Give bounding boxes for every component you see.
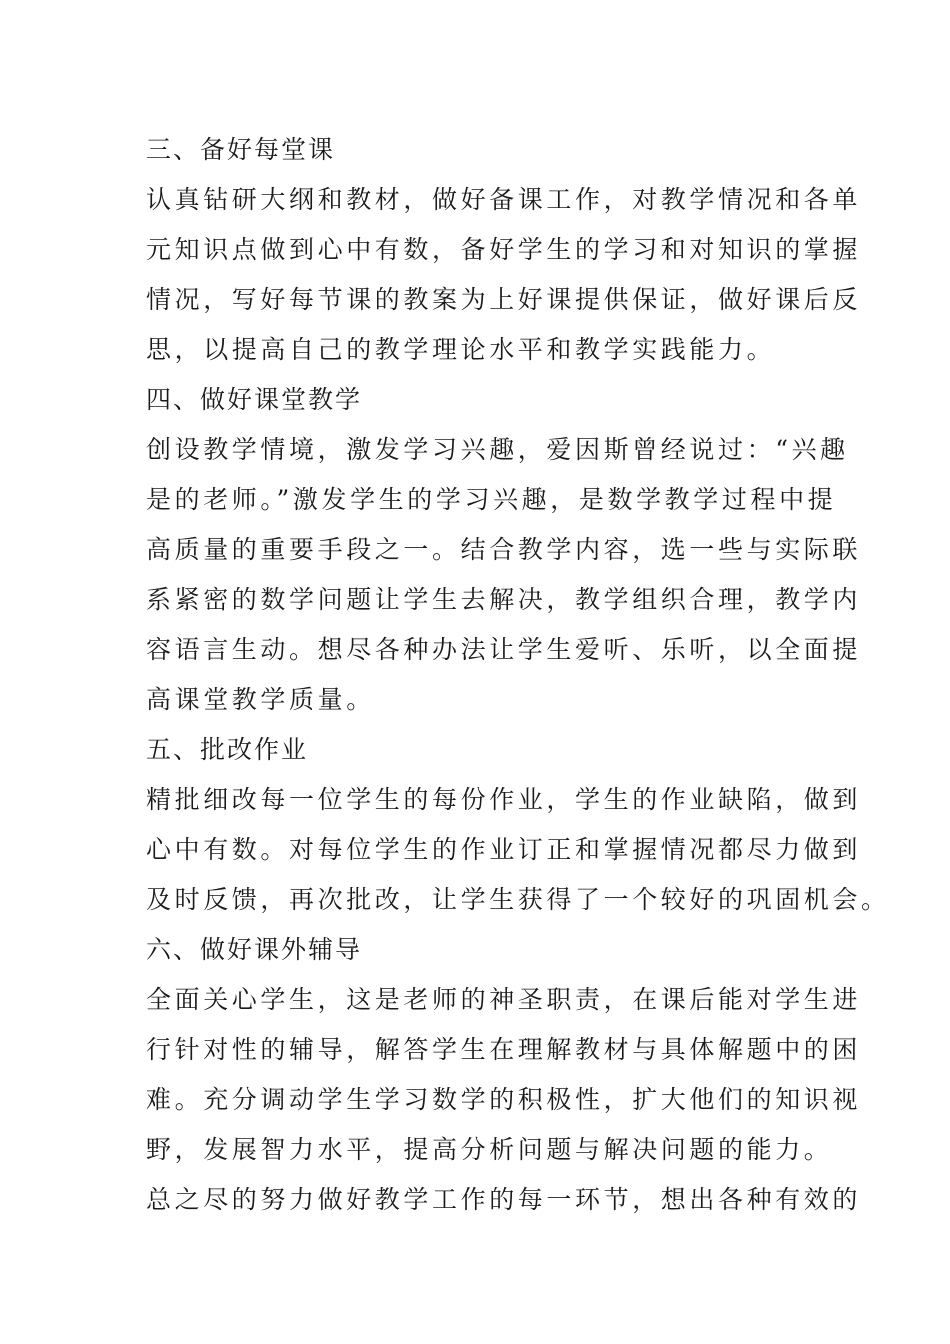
section-heading-4: 四、做好课堂教学 [146, 385, 363, 414]
paragraph-line: 行针对性的辅导，解答学生在理解教材与具体解题中的困 [146, 1035, 862, 1064]
section-heading-6: 六、做好课外辅导 [146, 935, 363, 964]
paragraph-line: 及时反馈，再次批改，让学生获得了一个较好的巩固机会。 [146, 885, 890, 914]
paragraph-line: 野，发展智力水平，提高分析问题与解决问题的能力。 [146, 1135, 833, 1164]
paragraph-line: 系紧密的数学问题让学生去解决，教学组织合理，教学内 [146, 585, 862, 614]
paragraph-line: 高质量的重要手段之一。结合教学内容，选一些与实际联 [146, 535, 862, 564]
paragraph-line: 精批细改每一位学生的每份作业，学生的作业缺陷，做到 [146, 785, 862, 814]
section-heading-5: 五、批改作业 [146, 735, 309, 764]
paragraph-line: 认真钻研大纲和教材，做好备课工作，对教学情况和各单 [146, 185, 862, 214]
paragraph-line: 元知识点做到心中有数，备好学生的学习和对知识的掌握 [146, 235, 862, 264]
paragraph-line: 难。充分调动学生学习数学的积极性，扩大他们的知识视 [146, 1085, 862, 1114]
section-heading-3: 三、备好每堂课 [146, 135, 336, 164]
paragraph-line: 情况，写好每节课的教案为上好课提供保证，做好课后反 [146, 285, 862, 314]
paragraph-line: 思，以提高自己的教学理论水平和教学实践能力。 [146, 335, 776, 364]
paragraph-line: 全面关心学生，这是老师的神圣职责，在课后能对学生进 [146, 985, 862, 1014]
paragraph-line: 总之尽的努力做好教学工作的每一环节，想出各种有效的 [146, 1185, 862, 1214]
paragraph-line: 高课堂教学质量。 [146, 685, 375, 714]
paragraph-line: 容语言生动。想尽各种办法让学生爱听、乐听，以全面提 [146, 635, 862, 664]
paragraph-line: 创设教学情境，激发学习兴趣，爱因斯曾经说过：“兴趣 [146, 435, 849, 464]
paragraph-line: 是的老师。”激发学生的学习兴趣，是数学教学过程中提 [146, 485, 837, 514]
paragraph-line: 心中有数。对每位学生的作业订正和掌握情况都尽力做到 [146, 835, 862, 864]
